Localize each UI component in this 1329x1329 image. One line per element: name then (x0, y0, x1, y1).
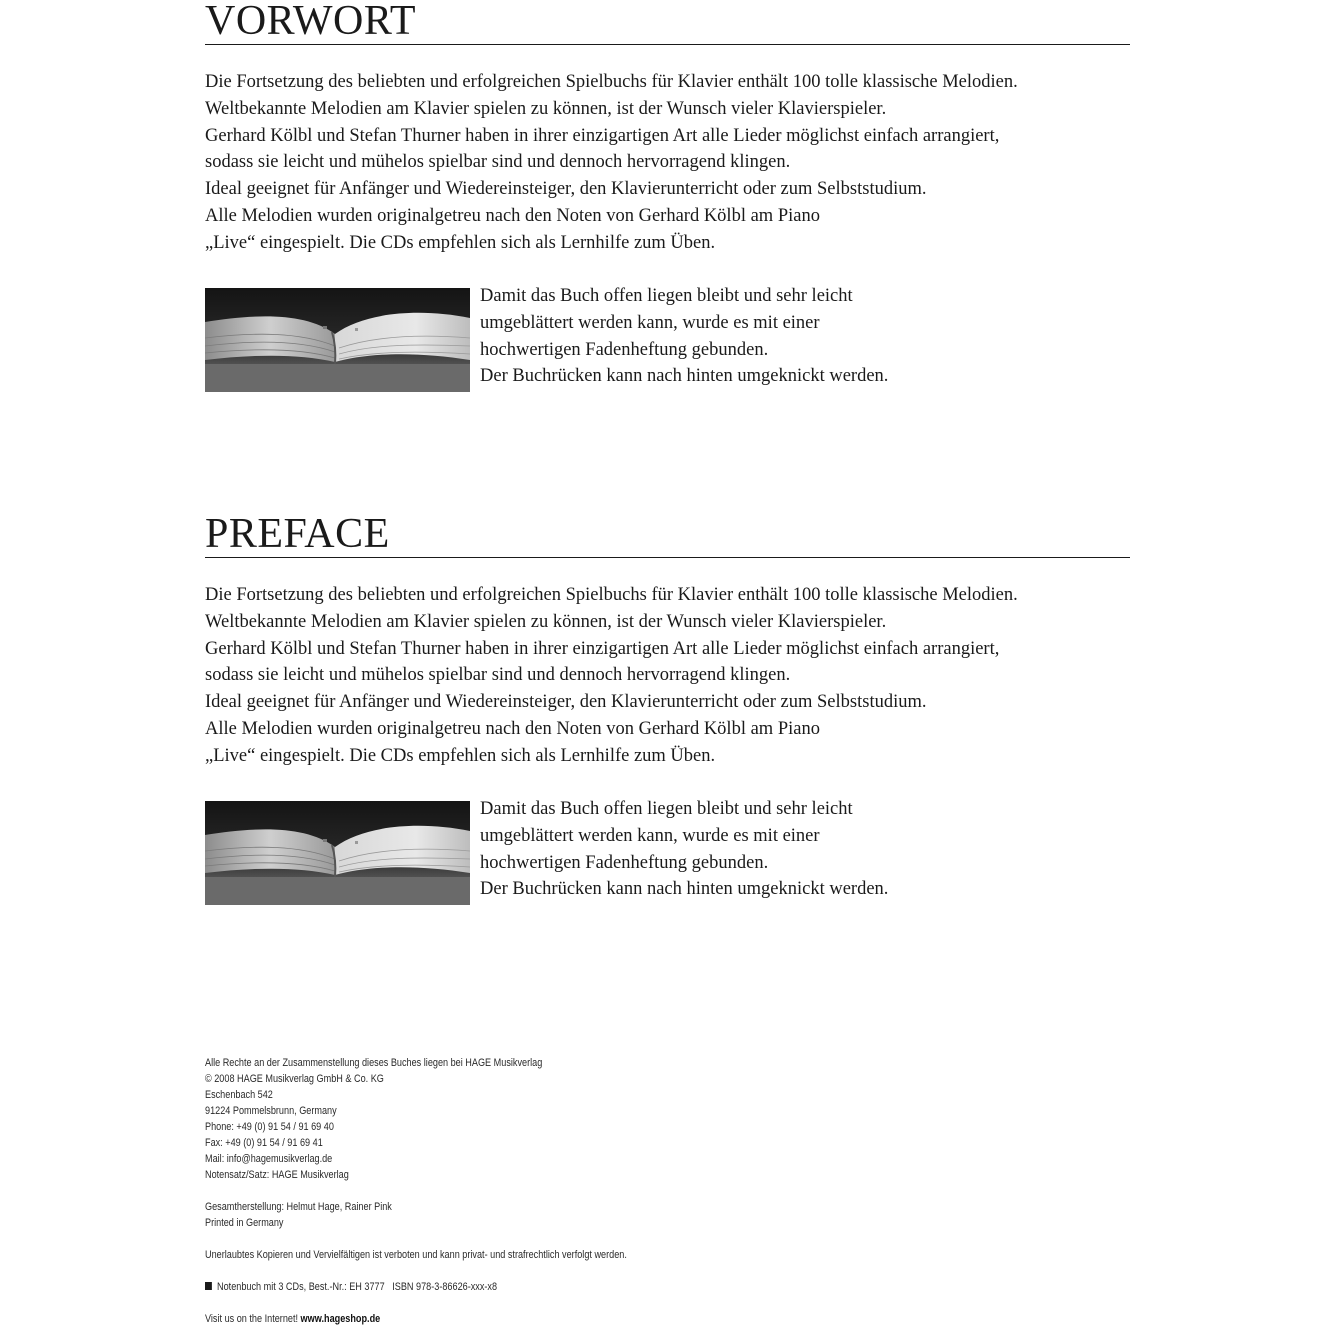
imprint (205, 1055, 979, 1327)
imprint-website-link[interactable]: www.hageshop.de (300, 1313, 381, 1325)
preface-section (205, 511, 1130, 900)
vorwort-line-6: Alle Melodien wurden originalgetreu nach den Noten von Gerhard Kölbl am Piano (205, 205, 820, 226)
preface-line-1: Die Fortsetzung des beliebten und erfolgreichen Spielbuchs für Klavier enthält 100 tolle klassische Melodien. (205, 585, 1018, 605)
imprint-product (205, 1279, 979, 1295)
preface-title: PREFACE (205, 511, 390, 557)
vorwort-line-7: „Live“ eingespielt. Die CDs empfehlen sich als Lernhilfe zum Üben. (205, 232, 716, 253)
imprint-printed-in: Printed in Germany (205, 1217, 284, 1229)
vorwort-line-2: Weltbekannte Melodien am Klavier spielen zu können, ist der Wunsch vieler Klavierspieler. (205, 98, 887, 119)
preface-line-7: „Live“ eingespielt. Die CDs empfehlen sich als Lernhilfe zum Üben. (205, 745, 716, 766)
preface-binding-note (480, 796, 888, 903)
imprint-product-text: Notenbuch mit 3 CDs, Best.-Nr.: EH 3777 ISBN 978-3-86626-xxx-x8 (217, 1281, 498, 1293)
preface-paragraph (205, 582, 1018, 770)
imprint-city: 91224 Pommelsbrunn, Germany (205, 1105, 337, 1117)
imprint-visit (205, 1311, 979, 1327)
imprint-rights: Alle Rechte an der Zusammenstellung dieses Buches liegen bei HAGE Musikverlag (205, 1057, 543, 1069)
vorwort-line-5: Ideal geeignet für Anfänger und Wiedereinsteiger, den Klavierunterricht oder zum Selbststudium. (205, 179, 927, 200)
preface-line-4: sodass sie leicht und mühelos spielbar sind und dennoch hervorragend klingen. (205, 665, 791, 686)
square-bullet-icon (205, 1282, 212, 1290)
preface-binding-line-1: Damit das Buch offen liegen bleibt und sehr leicht (480, 799, 853, 819)
open-book-photo (205, 801, 470, 905)
imprint-typesetting: Notensatz/Satz: HAGE Musikverlag (205, 1169, 349, 1181)
vorwort-binding-line-4: Der Buchrücken kann nach hinten umgeknickt werden. (480, 366, 889, 387)
preface-line-5: Ideal geeignet für Anfänger und Wiedereinsteiger, den Klavierunterricht oder zum Selbststudium. (205, 692, 927, 713)
imprint-production: Gesamtherstellung: Helmut Hage, Rainer Pink (205, 1201, 392, 1213)
vorwort-binding-line-3: hochwertigen Fadenheftung gebunden. (480, 339, 769, 360)
preface-line-6: Alle Melodien wurden originalgetreu nach den Noten von Gerhard Kölbl am Piano (205, 718, 820, 739)
imprint-mail: Mail: info@hagemusikverlag.de (205, 1153, 333, 1165)
imprint-copy-notice: Unerlaubtes Kopieren und Vervielfältigen ist verboten und kann privat- und strafrechtlich verfolgt werden. (205, 1249, 627, 1261)
preface-line-3: Gerhard Kölbl und Stefan Thurner haben in ihrer einzigartigen Art alle Lieder möglichst einfach arrangiert, (205, 638, 1000, 659)
preface-binding-line-3: hochwertigen Fadenheftung gebunden. (480, 852, 769, 873)
vorwort-rule (205, 44, 1130, 45)
preface-binding-line-2: umgeblättert werden kann, wurde es mit einer (480, 825, 820, 846)
preface-rule (205, 557, 1130, 558)
vorwort-line-3: Gerhard Kölbl und Stefan Thurner haben in ihrer einzigartigen Art alle Lieder möglichst einfach arrangiert, (205, 125, 1000, 146)
vorwort-binding-line-1: Damit das Buch offen liegen bleibt und sehr leicht (480, 286, 853, 306)
vorwort-section (205, 0, 1130, 387)
preface-binding-line-4: Der Buchrücken kann nach hinten umgeknickt werden. (480, 879, 889, 900)
imprint-phone: Phone: +49 (0) 91 54 / 91 69 40 (205, 1121, 334, 1133)
imprint-copyright: © 2008 HAGE Musikverlag GmbH & Co. KG (205, 1073, 384, 1085)
vorwort-title: VORWORT (205, 0, 416, 44)
imprint-street: Eschenbach 542 (205, 1089, 273, 1101)
vorwort-binding-line-2: umgeblättert werden kann, wurde es mit einer (480, 312, 820, 333)
imprint-visit-text: Visit us on the Internet! (205, 1313, 301, 1325)
vorwort-line-1: Die Fortsetzung des beliebten und erfolgreichen Spielbuchs für Klavier enthält 100 tolle klassische Melodien. (205, 72, 1018, 92)
imprint-fax: Fax: +49 (0) 91 54 / 91 69 41 (205, 1137, 323, 1149)
vorwort-paragraph (205, 69, 1018, 257)
open-book-photo (205, 288, 470, 392)
vorwort-binding-note (480, 283, 888, 390)
preface-line-2: Weltbekannte Melodien am Klavier spielen zu können, ist der Wunsch vieler Klavierspieler. (205, 611, 887, 632)
vorwort-line-4: sodass sie leicht und mühelos spielbar sind und dennoch hervorragend klingen. (205, 152, 791, 173)
